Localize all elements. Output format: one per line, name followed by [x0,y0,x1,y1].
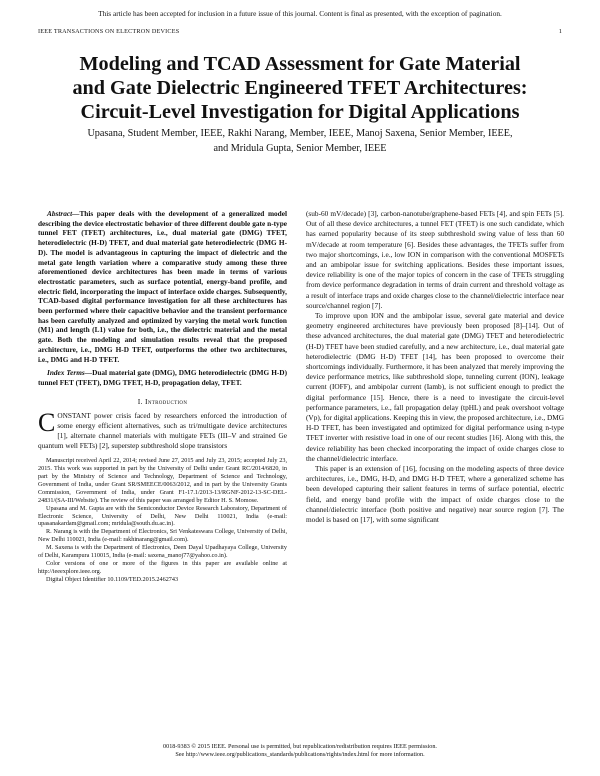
footnote-manuscript: Manuscript received April 22, 2014; revised June 27, 2015 and July 23, 2015; accepted July 23, 2015. This work was supported in part by the University of Delhi under Grant RC/2014/6820, in part by the Ministry of Science and Technology, Department of Science and Technology, Government of India, under Grant SR/SMEECE/0063/2012, and in part by the University Grants Commission, Government of India, under Grant F1-17.1/2013-13/RGNF-2012-13-SC-DEL-24831/(SA-III/Website). The review of this paper was arranged by Editor H. S. Momose. [38,457,287,504]
intro-paragraph [38,407,287,451]
authors-line-1: Upasana, Student Member, IEEE, Rakhi Narang, Member, IEEE, Manoj Saxena, Senior Member, IEEE, [87,128,513,139]
index-terms [38,368,287,387]
running-head: IEEE TRANSACTIONS ON ELECTRON DEVICES [38,28,180,35]
right-column [306,209,564,525]
index-terms-text: Dual material gate (DMG), DMG heterodielectric (DMG H-D) tunnel FET (TFET), DMG TFET, H-D, propagation delay, TFET. [38,368,287,387]
abstract-label: Abstract— [47,209,80,218]
drop-cap: C [38,407,56,437]
title-line-2: and Gate Dielectric Engineered TFET Architectures: [72,77,528,99]
left-column [38,209,287,584]
footnote-affiliation-3: M. Saxena is with the Department of Electronics, Deen Dayal Upadhayaya College, University of Delhi, Karampura 110015, India (e-mail: saxena_manoj77@yahoo.co.in). [38,544,287,560]
acceptance-banner: This article has been accepted for inclusion in a future issue of this journal. Content is final as presented, with the exception of pagination. [98,9,502,18]
rights-link-line: See http://www.ieee.org/publications_standards/publications/rights/index.html for more information. [175,751,425,758]
copyright-footer [0,743,600,759]
footnote-color: Color versions of one or more of the figures in this paper are available online at http://ieeexplore.ieee.org. [38,560,287,575]
footnote-affiliation-2: R. Narang is with the Department of Electronics, Sri Venkateswara College, University of Delhi, New Delhi 110021, India (e-mail: rakhinarang@gmail.com). [38,528,287,544]
footnotes [38,457,287,584]
section-heading: I. Introduction [137,396,188,406]
paper-title [30,52,570,124]
footnote-doi: Digital Object Identifier 10.1109/TED.2015.2462743 [46,575,179,583]
body-paragraph-1: (sub-60 mV/decade) [3], carbon-nanotube/graphene-based FETs [4], and spin FETs [5]. Out of all these device architectures, a tunnel FET (TFET) is one such candidate, which has earned popularity because of its steep subthreshold swing value of less than 60 mV/decade at room temperature [6]. Besides these advantages, the TFETs suffer from two major shortcomings, i.e., low ION in comparison with the conventional MOSFETs and an ambipolar issue for switching applications. Besides these important issues, device reliability is one of the major topics of concern in the case of TFETs struggling from device performance degradation in terms of drain current and threshold voltage as a result of interface traps and oxide charges close to the channel/dielectric interface near source/channel region [7]. [306,209,564,310]
body-paragraph-3: This paper is an extension of [16], focusing on the modeling aspects of three device architectures, i.e., DMG, H-D, and DMG H-D TFET, where a generalized scheme has been developed capturing their salient features in terms of surface potential, electric field, and energy band profile with the impact of oxide charges close to the channel/dielectric interface (both positive and negative) near source region [7]. The model is based on [17], with some significant [306,464,564,525]
body-paragraph-2: To improve upon ION and the ambipolar issue, several gate material and device geometry engineered architectures have previously been proposed [8]–[14]. Out of these advanced architectures, the dual material gate (DMG) TFET and heterodielectric (H-D) TFET have been studied carefully, and a new architecture, i.e., dual material gate heterodielectric (DMG H-D) TFET [14], has been proposed to overcome their shortcomings individually. Furthermore, it has been analyzed that merely improving the device performance metrics, like subthreshold slope, tunneling current (ION), leakage current (IOFF), and ambipolar current (Iamb), is not sufficient enough to predict the digital performance [15]. Hence, there is a need to investigate the circuit-level performance parameters, i.e., fall propagation delay (tpHL) and peak overshoot voltage (Vp), for digital applications. Keeping this in view, the proposed architecture, i.e., DMG H-D TFET, has been investigated and optimized for digital performance using n-type TFET inverter with resistive load in one of our recent studies [16]. Along with this, the device reliability has been checked incorporating the impact of oxide charges close to the channel/dielectric interface. [306,311,564,463]
index-terms-label: Index Terms— [47,368,93,378]
authors-line-2: and Mridula Gupta, Senior Member, IEEE [213,143,387,154]
abstract [38,209,287,364]
title-line-3: Circuit-Level Investigation for Digital Applications [80,101,520,123]
abstract-text: This paper deals with the development of a generalized model describing the device electrostatic behavior of three different double gate n-type tunnel FET (TFET) architectures, i.e., dual material gate (DMG) TFET, heterodielectric (H-D) TFET, and dual material gate heterodielectric (DMG H-D). The model is advantageous in capturing the impact of dielectric and the metal gate length variation where a comparative study among these three aforementioned device architectures has been made in terms of various electrostatic parameters, such as surface potential, energy-band profile, and electric field, incorporating the impact of interface oxide charges. Subsequently, TCAD-based digital performance investigation for all these architectures has been performed where their capacitive behavior and the transient performance has been carefully analyzed and optimized by varying the metal work function (M1) and length (L1) value for both, i.e., the dielectric material and the metal gate. Both the modeling and simulation results reveal that the proposed architecture, i.e., DMG H-D TFET, outperforms the other two architectures, i.e., DMG and H-D TFET. [38,209,287,364]
intro-text: ONSTANT power crisis faced by researchers enforced the introduction of some energy efficient alternatives, such as tri/multigate device architectures [1], alternate channel materials with multigate FETs (III–V and strained Ge quantum well FETs) [2], superstep subthreshold slope transistors [38,410,287,451]
page-number: 1 [558,28,562,35]
title-line-1: Modeling and TCAD Assessment for Gate Material [79,53,521,75]
author-list [60,126,540,156]
copyright-line: 0018-9383 © 2015 IEEE. Personal use is permitted, but republication/redistribution requires IEEE permission. [163,743,437,750]
footnote-affiliation-1: Upasana and M. Gupta are with the Semiconductor Device Research Laboratory, Department of Electronic Science, University of Delhi, New Delhi 110021, India (e-mail: upasanakardam@gmail.com; mridula@south.du.ac.in). [38,504,287,528]
